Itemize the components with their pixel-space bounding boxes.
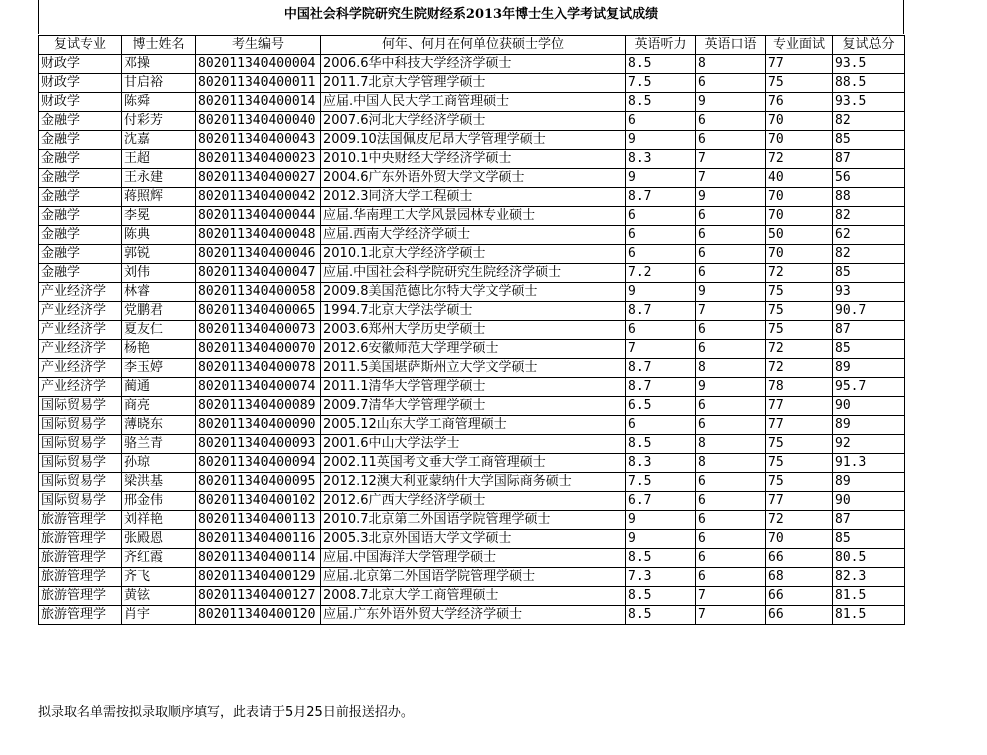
cell-total: 90.7 [833,302,905,321]
cell-degree: 2008.7北京大学工商管理硕士 [321,587,626,606]
cell-interview: 72 [766,150,833,169]
header-name: 博士姓名 [122,36,196,55]
cell-listening: 6 [626,321,696,340]
title-box [38,0,904,34]
cell-exam-id: 802011340400102 [196,492,321,511]
cell-name: 刘祥艳 [122,511,196,530]
cell-exam-id: 802011340400113 [196,511,321,530]
cell-exam-id: 802011340400040 [196,112,321,131]
cell-oral: 6 [696,511,766,530]
cell-interview: 75 [766,435,833,454]
cell-total: 90 [833,397,905,416]
cell-degree: 应届.中国海洋大学管理学硕士 [321,549,626,568]
page-title: 中国社会科学院研究生院财经系2013年博士生入学考试复试成绩 [283,7,659,22]
table-row [39,188,905,207]
cell-exam-id: 802011340400014 [196,93,321,112]
footer-note: 拟录取名单需按拟录取顺序填写，此表请于5月25日前报送招办。 [38,705,414,720]
cell-oral: 9 [696,378,766,397]
cell-total: 93 [833,283,905,302]
cell-listening: 7.5 [626,473,696,492]
cell-interview: 77 [766,416,833,435]
cell-exam-id: 802011340400046 [196,245,321,264]
table-row [39,131,905,150]
cell-major: 金融学 [39,112,122,131]
table-row [39,112,905,131]
cell-oral: 7 [696,606,766,625]
cell-interview: 66 [766,606,833,625]
cell-listening: 8.7 [626,302,696,321]
cell-exam-id: 802011340400065 [196,302,321,321]
table-row [39,473,905,492]
cell-interview: 72 [766,264,833,283]
cell-major: 国际贸易学 [39,416,122,435]
table-row [39,587,905,606]
cell-interview: 70 [766,207,833,226]
cell-exam-id: 802011340400089 [196,397,321,416]
cell-major: 产业经济学 [39,283,122,302]
cell-interview: 70 [766,245,833,264]
cell-total: 93.5 [833,55,905,74]
cell-interview: 40 [766,169,833,188]
table-row [39,435,905,454]
cell-major: 财政学 [39,74,122,93]
cell-degree: 2009.10法国佩皮尼昂大学管理学硕士 [321,131,626,150]
cell-exam-id: 802011340400043 [196,131,321,150]
cell-interview: 75 [766,74,833,93]
cell-exam-id: 802011340400129 [196,568,321,587]
cell-major: 旅游管理学 [39,549,122,568]
cell-major: 金融学 [39,226,122,245]
cell-total: 93.5 [833,93,905,112]
cell-interview: 70 [766,530,833,549]
cell-total: 80.5 [833,549,905,568]
table-row [39,93,905,112]
cell-total: 95.7 [833,378,905,397]
cell-exam-id: 802011340400042 [196,188,321,207]
cell-major: 旅游管理学 [39,606,122,625]
cell-interview: 72 [766,340,833,359]
cell-exam-id: 802011340400093 [196,435,321,454]
header-oral: 英语口语 [696,36,766,55]
table-row [39,549,905,568]
cell-degree: 2007.6河北大学经济学硕士 [321,112,626,131]
cell-listening: 6.7 [626,492,696,511]
cell-oral: 9 [696,283,766,302]
cell-degree: 2004.6广东外语外贸大学文学硕士 [321,169,626,188]
cell-oral: 8 [696,454,766,473]
cell-listening: 8.3 [626,454,696,473]
cell-name: 王超 [122,150,196,169]
cell-total: 81.5 [833,606,905,625]
cell-name: 骆兰青 [122,435,196,454]
cell-exam-id: 802011340400011 [196,74,321,93]
cell-listening: 8.5 [626,435,696,454]
cell-exam-id: 802011340400023 [196,150,321,169]
header-exam-id: 考生编号 [196,36,321,55]
cell-degree: 2009.7清华大学管理学硕士 [321,397,626,416]
cell-total: 88.5 [833,74,905,93]
cell-interview: 76 [766,93,833,112]
cell-degree: 应届.北京第二外国语学院管理学硕士 [321,568,626,587]
cell-listening: 8.5 [626,55,696,74]
cell-major: 国际贸易学 [39,492,122,511]
cell-name: 蒋照辉 [122,188,196,207]
cell-exam-id: 802011340400074 [196,378,321,397]
cell-degree: 2009.8美国范德比尔特大学文学硕士 [321,283,626,302]
cell-degree: 2010.1北京大学经济学硕士 [321,245,626,264]
cell-total: 85 [833,131,905,150]
table-row [39,492,905,511]
cell-total: 56 [833,169,905,188]
cell-oral: 6 [696,549,766,568]
cell-interview: 75 [766,283,833,302]
cell-name: 齐飞 [122,568,196,587]
cell-oral: 6 [696,492,766,511]
cell-interview: 77 [766,397,833,416]
cell-listening: 8.5 [626,93,696,112]
cell-major: 产业经济学 [39,321,122,340]
cell-oral: 6 [696,321,766,340]
cell-interview: 77 [766,55,833,74]
table-row [39,378,905,397]
table-row [39,302,905,321]
cell-oral: 6 [696,226,766,245]
cell-exam-id: 802011340400090 [196,416,321,435]
cell-interview: 72 [766,511,833,530]
cell-listening: 7.3 [626,568,696,587]
header-total: 复试总分 [833,36,905,55]
cell-name: 黄铉 [122,587,196,606]
cell-total: 90 [833,492,905,511]
cell-listening: 8.5 [626,606,696,625]
cell-name: 党鹏君 [122,302,196,321]
cell-oral: 8 [696,359,766,378]
cell-oral: 6 [696,131,766,150]
cell-degree: 2012.6广西大学经济学硕士 [321,492,626,511]
cell-exam-id: 802011340400127 [196,587,321,606]
cell-listening: 8.7 [626,378,696,397]
cell-degree: 2005.12山东大学工商管理硕士 [321,416,626,435]
cell-interview: 70 [766,112,833,131]
cell-total: 92 [833,435,905,454]
cell-interview: 78 [766,378,833,397]
cell-name: 邓操 [122,55,196,74]
cell-total: 87 [833,150,905,169]
cell-listening: 8.5 [626,587,696,606]
cell-oral: 6 [696,112,766,131]
cell-total: 91.3 [833,454,905,473]
cell-name: 孙琼 [122,454,196,473]
cell-degree: 2012.6安徽师范大学理学硕士 [321,340,626,359]
cell-oral: 6 [696,264,766,283]
cell-total: 85 [833,340,905,359]
cell-exam-id: 802011340400047 [196,264,321,283]
cell-total: 82 [833,207,905,226]
cell-major: 产业经济学 [39,340,122,359]
cell-exam-id: 802011340400094 [196,454,321,473]
cell-interview: 75 [766,321,833,340]
table-row [39,321,905,340]
cell-exam-id: 802011340400095 [196,473,321,492]
cell-interview: 72 [766,359,833,378]
cell-exam-id: 802011340400044 [196,207,321,226]
cell-degree: 2006.6华中科技大学经济学硕士 [321,55,626,74]
cell-degree: 2011.5美国堪萨斯州立大学文学硕士 [321,359,626,378]
cell-degree: 应届.西南大学经济学硕士 [321,226,626,245]
cell-major: 产业经济学 [39,378,122,397]
cell-listening: 8.3 [626,150,696,169]
cell-total: 85 [833,264,905,283]
cell-oral: 7 [696,150,766,169]
cell-listening: 9 [626,511,696,530]
cell-name: 蔺通 [122,378,196,397]
cell-exam-id: 802011340400116 [196,530,321,549]
cell-oral: 8 [696,435,766,454]
table-row [39,264,905,283]
cell-major: 旅游管理学 [39,511,122,530]
cell-oral: 8 [696,55,766,74]
cell-degree: 2012.12澳大利亚蒙纳什大学国际商务硕士 [321,473,626,492]
cell-listening: 8.7 [626,359,696,378]
table-row [39,511,905,530]
cell-name: 陈典 [122,226,196,245]
cell-interview: 77 [766,492,833,511]
cell-listening: 6 [626,226,696,245]
cell-oral: 6 [696,207,766,226]
cell-name: 邢金伟 [122,492,196,511]
cell-degree: 2012.3同济大学工程硕士 [321,188,626,207]
cell-oral: 6 [696,397,766,416]
cell-oral: 6 [696,530,766,549]
cell-total: 89 [833,359,905,378]
cell-exam-id: 802011340400027 [196,169,321,188]
header-major: 复试专业 [39,36,122,55]
table-row [39,207,905,226]
cell-major: 金融学 [39,188,122,207]
table-row [39,454,905,473]
cell-degree: 2002.11英国考文垂大学工商管理硕士 [321,454,626,473]
cell-listening: 9 [626,169,696,188]
cell-interview: 66 [766,549,833,568]
cell-listening: 6 [626,245,696,264]
table-body [39,55,905,625]
cell-major: 国际贸易学 [39,454,122,473]
cell-major: 国际贸易学 [39,397,122,416]
cell-major: 金融学 [39,245,122,264]
cell-major: 旅游管理学 [39,568,122,587]
cell-oral: 6 [696,473,766,492]
cell-interview: 68 [766,568,833,587]
cell-listening: 8.5 [626,549,696,568]
cell-listening: 6 [626,112,696,131]
cell-degree: 2001.6中山大学法学士 [321,435,626,454]
cell-name: 薄晓东 [122,416,196,435]
table-row [39,55,905,74]
cell-degree: 2011.7北京大学管理学硕士 [321,74,626,93]
cell-oral: 7 [696,587,766,606]
cell-degree: 2011.1清华大学管理学硕士 [321,378,626,397]
cell-listening: 9 [626,283,696,302]
table-row [39,74,905,93]
cell-total: 89 [833,416,905,435]
cell-name: 沈嘉 [122,131,196,150]
table-row [39,245,905,264]
cell-oral: 9 [696,188,766,207]
cell-listening: 9 [626,131,696,150]
cell-name: 梁洪基 [122,473,196,492]
cell-interview: 70 [766,188,833,207]
cell-name: 张殿恩 [122,530,196,549]
cell-listening: 7.5 [626,74,696,93]
table-row [39,359,905,378]
cell-degree: 应届.华南理工大学风景园林专业硕士 [321,207,626,226]
cell-major: 产业经济学 [39,359,122,378]
cell-name: 夏友仁 [122,321,196,340]
header-interview: 专业面试 [766,36,833,55]
cell-exam-id: 802011340400114 [196,549,321,568]
cell-exam-id: 802011340400078 [196,359,321,378]
cell-interview: 66 [766,587,833,606]
cell-degree: 应届.广东外语外贸大学经济学硕士 [321,606,626,625]
table-row [39,568,905,587]
cell-name: 陈舜 [122,93,196,112]
table-row [39,283,905,302]
cell-major: 金融学 [39,264,122,283]
cell-exam-id: 802011340400004 [196,55,321,74]
table-row [39,530,905,549]
table-row [39,606,905,625]
cell-total: 87 [833,511,905,530]
table-row [39,340,905,359]
cell-major: 国际贸易学 [39,473,122,492]
cell-name: 付彩芳 [122,112,196,131]
cell-degree: 2010.7北京第二外国语学院管理学硕士 [321,511,626,530]
cell-degree: 2005.3北京外国语大学文学硕士 [321,530,626,549]
cell-oral: 6 [696,340,766,359]
cell-oral: 9 [696,93,766,112]
cell-oral: 7 [696,302,766,321]
header-row [39,36,905,55]
cell-total: 85 [833,530,905,549]
cell-total: 82 [833,112,905,131]
cell-name: 李冕 [122,207,196,226]
cell-major: 金融学 [39,207,122,226]
cell-major: 国际贸易学 [39,435,122,454]
table-row [39,169,905,188]
cell-exam-id: 802011340400070 [196,340,321,359]
cell-total: 62 [833,226,905,245]
cell-total: 89 [833,473,905,492]
cell-name: 肖宇 [122,606,196,625]
cell-total: 82 [833,245,905,264]
cell-exam-id: 802011340400058 [196,283,321,302]
cell-degree: 1994.7北京大学法学硕士 [321,302,626,321]
cell-oral: 6 [696,245,766,264]
table-row [39,150,905,169]
cell-oral: 7 [696,169,766,188]
cell-major: 旅游管理学 [39,587,122,606]
cell-listening: 7.2 [626,264,696,283]
cell-degree: 2003.6郑州大学历史学硕士 [321,321,626,340]
cell-major: 财政学 [39,93,122,112]
cell-exam-id: 802011340400073 [196,321,321,340]
table-row [39,397,905,416]
cell-oral: 6 [696,568,766,587]
cell-listening: 6.5 [626,397,696,416]
cell-major: 金融学 [39,131,122,150]
cell-interview: 75 [766,302,833,321]
cell-interview: 75 [766,473,833,492]
cell-oral: 6 [696,74,766,93]
cell-degree: 2010.1中央财经大学经济学硕士 [321,150,626,169]
cell-exam-id: 802011340400048 [196,226,321,245]
cell-exam-id: 802011340400120 [196,606,321,625]
cell-major: 金融学 [39,150,122,169]
cell-name: 杨艳 [122,340,196,359]
cell-total: 88 [833,188,905,207]
cell-major: 金融学 [39,169,122,188]
cell-listening: 7 [626,340,696,359]
cell-interview: 70 [766,131,833,150]
cell-name: 李玉婷 [122,359,196,378]
cell-listening: 8.7 [626,188,696,207]
cell-name: 王永建 [122,169,196,188]
cell-listening: 9 [626,530,696,549]
scores-table [38,35,905,625]
cell-listening: 6 [626,207,696,226]
cell-name: 刘伟 [122,264,196,283]
cell-name: 齐红霞 [122,549,196,568]
cell-name: 甘启裕 [122,74,196,93]
cell-name: 林睿 [122,283,196,302]
header-degree: 何年、何月在何单位获硕士学位 [321,36,626,55]
cell-degree: 应届.中国社会科学院研究生院经济学硕士 [321,264,626,283]
cell-listening: 6 [626,416,696,435]
cell-major: 旅游管理学 [39,530,122,549]
cell-interview: 50 [766,226,833,245]
cell-degree: 应届.中国人民大学工商管理硕士 [321,93,626,112]
cell-interview: 75 [766,454,833,473]
table-row [39,226,905,245]
cell-major: 产业经济学 [39,302,122,321]
cell-total: 82.3 [833,568,905,587]
cell-total: 81.5 [833,587,905,606]
table-row [39,416,905,435]
cell-major: 财政学 [39,55,122,74]
cell-oral: 6 [696,416,766,435]
cell-total: 87 [833,321,905,340]
header-listening: 英语听力 [626,36,696,55]
cell-name: 商亮 [122,397,196,416]
cell-name: 郭锐 [122,245,196,264]
